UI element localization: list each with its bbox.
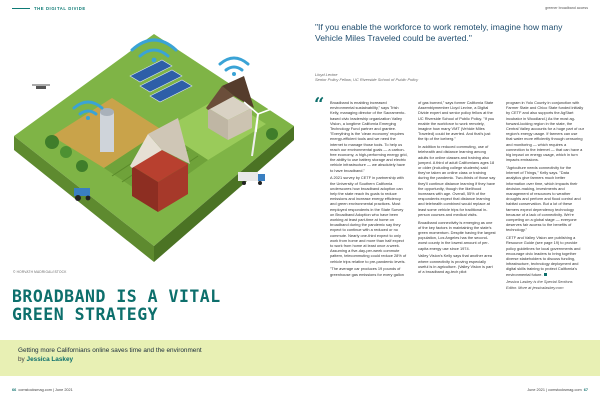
pull-quote: "If you enable the workforce to work remotely, imagine how many Vehicle Miles Traveled could be averted." [315,22,563,44]
body-column-1 [330,100,408,279]
silo-icon [100,108,114,152]
body-column-3 [506,100,584,292]
byline [18,356,202,365]
footer-date-left: June 2021 [55,388,73,392]
footer-left: 66 comstocksmag.com | June 2021 [12,388,73,392]
pull-quote-author: Lloyd Levine [315,72,338,77]
footer-site-left: comstocksmag.com [18,388,52,392]
footer-date-right: June 2021 [527,388,545,392]
drone-icon [32,85,50,89]
section-label-right: greener broadband access [545,6,588,10]
footer-site-right: comstocksmag.com [548,388,582,392]
body-paragraph: A 2021 survey by CETF in partnership with the University of Southern California underscores how broadband adoption can help the state reach its goals to reduce emissions and increase energy efficiency and green environmental practices. Most employed respondents in the State Survey on Broadband Adoption who have been working at least part-time at home on broadband during the pandemic say they expect to continue with a reduced or no commute. Nearly one-third expect to only work from home and more than half expect to work from home at least once a week. Assuming a five-day-per-week commute pattern, telecommuting could reduce 28% of vehicle trips relative to pre-pandemic levels. [330,175,407,264]
body-paragraph-text: CETF and Valley Vision are publishing a Resource Guide (see page 19) to provide policy guidelines for local governments and encourage civic leaders to bring together diverse stakeholders to discuss funding, infrastructure, technology deployment and digital skills training to protect California's environmental future. [506,235,581,277]
body-paragraph: of gas burned," says former California State Assemblymember Lloyd Levine, a Digital Divide expert and senior policy fellow at the UC Riverside School of Public Policy. "If you enable the workforce to work remotely, imagine how many VMT (Vehicle Miles Traveled) could be averted. And that's just the tip of the iceberg." [418,100,495,142]
headline-line-1: BROADBAND IS A VITAL [12,287,221,306]
body-column-2 [418,100,496,277]
truck-icon [238,172,265,185]
page-number-left: 66 [12,388,17,392]
body-paragraph: Valley Vision's Kelly says that another area where connectivity is proving especially useful is in agriculture. (Valley Vision is part of a broadband ag-tech pilot [418,253,493,275]
body-paragraph: Broadband connectivity is emerging as one of the key factors in maintaining the state's green momentum. Despite having the largest population, Los Angeles has the second-worst county in the lowest amount of per-capita energy use since 1974. [418,219,496,251]
page-number-right: 67 [583,388,588,392]
footer-right: June 2021 | comstocksmag.com 67 [527,388,588,392]
section-title: THE DIGITAL DIVIDE [34,6,86,11]
section-label [12,6,86,11]
body-paragraph: "The average car produces 19 pounds of greenhouse gas emissions for every gallon [330,266,404,277]
deck [18,347,202,364]
pull-quote-author-title: Senior Policy Fellow, UC Riverside School of Public Policy [315,77,419,82]
photo-credit: © HORVATH MADRIGAL/ISTOCK [13,270,67,274]
deck-text: Getting more Californians online saves time and the environment [18,347,202,354]
body-paragraph: program in Yolo County in conjunction with Farmer State and Chico State funded initially by CETF and also supports the AgStart incubator in Woodland.) As the most ag-forward-looking region in the state, the Central Valley accounts for a huge part of our region's energy usage. If farmers can use that water more efficiently through censoring and monitoring — which requires a connection to the internet — that can have a big impact on energy usage, which in turn impacts emissions. [506,100,585,163]
body-paragraph: "Agriculture needs connectivity for the Internet of Things," Kelly says. "Data analytics give farmers much better information over time, which impacts their decision-making, investments and management of resources to weather droughts and perform and flood control and habitat conservation. But a lot of these farmers expect dependency technology because of a lack of connectivity. We're competing on a global stage — everyone deserves fair access to the benefits of technology." [506,165,581,233]
headline-line-2: GREEN STRATEGY [12,305,159,324]
body-paragraph-last [506,235,584,277]
farm-broadband-illustration [12,16,297,278]
article-headline [12,288,302,324]
byline-by: by [18,355,25,363]
author-note: Jessica Laskey is the Special Sections Editor. More at jessicalaskey.com [506,279,573,290]
opening-quote-mark-icon: “ [314,94,325,115]
article-body [330,100,588,315]
end-mark-icon [544,273,547,276]
pull-quote-attribution [315,72,418,82]
body-paragraph: Broadband is enabling increased environmental sustainability," says Trish Kelly, managing director of the Sacramento-based civic leadership organization Valley Vision, a longtime California Emerging Technology Fund partner and grantee. "Everything is the 'clean economy' requires energy-efficient tools and we need the internet to manage those tools. To help us reach our environmental goals — a carbon-free economy, a high-performing energy grid, the ability to use battery storage and electric vehicle infrastructure — we absolutely have to have broadband." [330,100,408,173]
byline-author: Jessica Laskey [26,355,74,363]
body-paragraph: In addition to reduced commuting, use of telehealth and distance learning among adults for online classes and training also jumped. A third of adult Californians ages 18 or older (including college students) said they've taken an online class or training during the pandemic. Two-thirds of those say they'll continue distance learning if they have the opportunity, though the likelihood increases with age. Overall, 55% of the respondents expect that distance learning and telehealth combined would replace at least some vehicle trips for traditional in-person courses and medical visits. [418,144,496,217]
